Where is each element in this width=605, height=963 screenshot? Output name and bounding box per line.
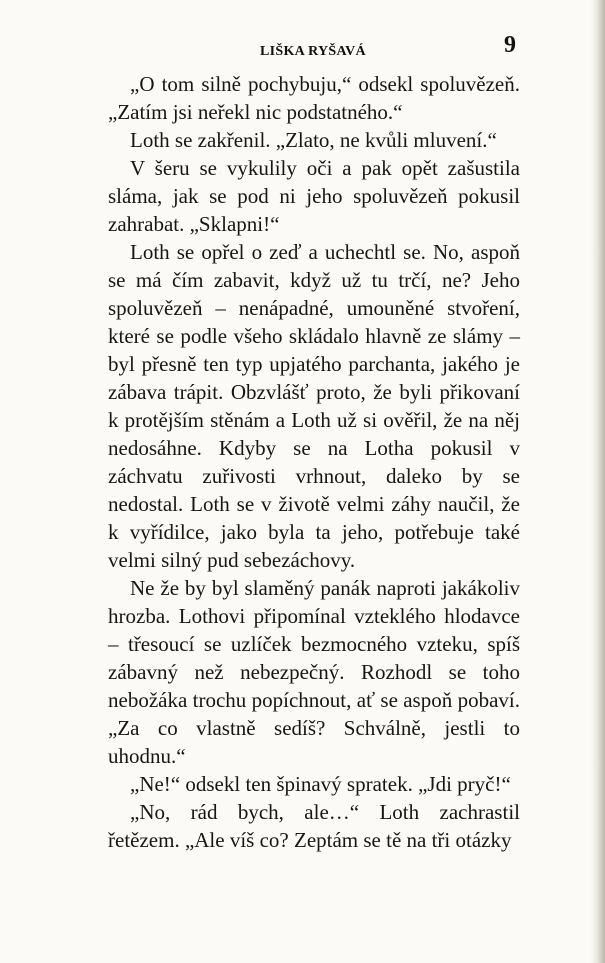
- paragraph: Ne že by byl slaměný panák naproti jakákoliv hrozba. Lothovi připomínal vzteklého hlodavce – třesoucí se uzlíček bezmocného vzteku, spíš zábavný než nebezpečný. Rozhodl se toho nebožáka trochu popíchnout, ať se aspoň pobaví. „Za co vlastně sedíš? Schválně, jestli to uhodnu.“: [108, 576, 520, 768]
- running-head: LIŠKA RYŠAVÁ: [260, 44, 366, 59]
- paragraph: V šeru se vykulily oči a pak opět zašustila sláma, jak se pod ni jeho spoluvězeň pokusil zahrabat. „Sklapni!“: [108, 156, 520, 236]
- page-edge-shadow: [591, 0, 605, 963]
- paragraph: „No, rád bych, ale…“ Loth zachrastil řetězem. „Ale víš co? Zeptám se tě na tři otázky: [108, 800, 520, 852]
- body-text: [108, 70, 520, 854]
- paragraph: „O tom silně pochybuju,“ odsekl spoluvězeň. „Zatím jsi neřekl nic podstatného.“: [108, 72, 520, 124]
- page-number: 9: [504, 32, 516, 58]
- paragraph: Loth se opřel o zeď a uchechtl se. No, aspoň se má čím zabavit, když už tu trčí, ne? Jeho spoluvězeň – nenápadné, umouněné stvoření, které se podle všeho skládalo hlavně ze slámy – byl přesně ten typ upjatého parchanta, jakého je zábava trápit. Obzvlášť proto, že byli přikovaní k protějším stěnám a Loth už si ověřil, že na něj nedosáhne. Kdyby se na Lotha pokusil v záchvatu zuřivosti vrhnout, daleko by se nedostal. Loth se v životě velmi záhy naučil, že k vyřídilce, jako byla ta jeho, potřebuje také velmi silný pud sebezáchovy.: [108, 240, 520, 572]
- paragraph: „Ne!“ odsekl ten špinavý spratek. „Jdi pryč!“: [130, 772, 511, 796]
- page-header: [108, 32, 516, 62]
- paragraph: Loth se zakřenil. „Zlato, ne kvůli mluvení.“: [130, 128, 497, 152]
